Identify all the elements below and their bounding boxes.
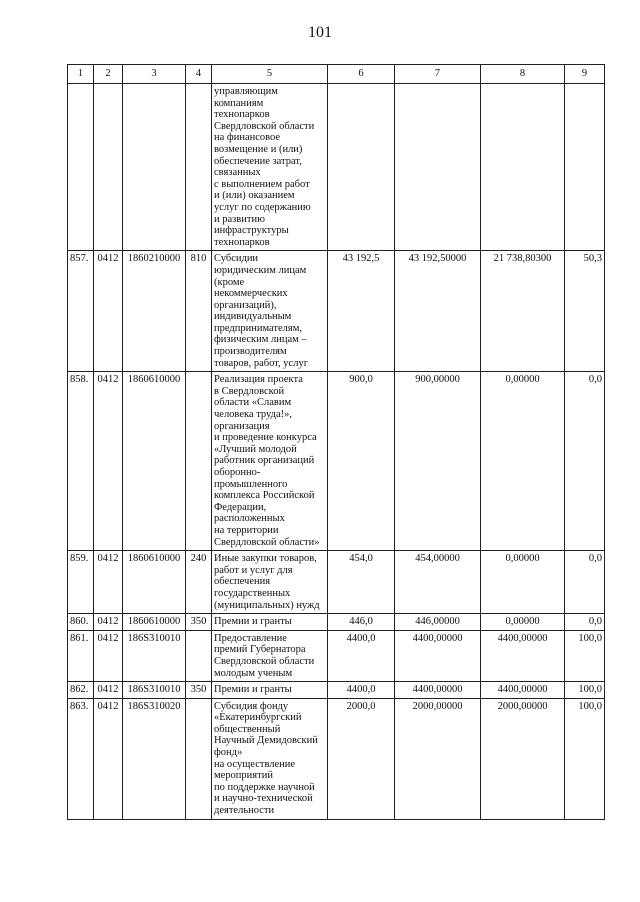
section-code: 0412 bbox=[94, 551, 123, 614]
planned-value: 2000,00000 bbox=[395, 698, 481, 819]
target-code: 186S310010 bbox=[123, 682, 186, 699]
header-row bbox=[68, 65, 605, 84]
executed-value: 2000,00000 bbox=[481, 698, 565, 819]
item-name: Субсидия фонду «Екатеринбургский общественный Научный Демидовский фонд» на осуществление мероприятий по поддержке научной и научно-технической деятельности bbox=[212, 698, 328, 819]
table-row bbox=[68, 698, 605, 819]
section-code: 0412 bbox=[94, 682, 123, 699]
section-code: 0412 bbox=[94, 372, 123, 551]
executed-value: 4400,00000 bbox=[481, 630, 565, 681]
column-header: 4 bbox=[186, 65, 212, 84]
expense-type-code bbox=[186, 630, 212, 681]
row-number: 862. bbox=[68, 682, 94, 699]
percent-value: 100,0 bbox=[565, 698, 605, 819]
target-code: 1860610000 bbox=[123, 372, 186, 551]
executed-value: 21 738,80300 bbox=[481, 251, 565, 372]
target-code: 186S310020 bbox=[123, 698, 186, 819]
planned-value: 900,00000 bbox=[395, 372, 481, 551]
table-row bbox=[68, 551, 605, 614]
item-name: Иные закупки товаров, работ и услуг для обеспечения государственных (муниципальных) нужд bbox=[212, 551, 328, 614]
executed-value: 4400,00000 bbox=[481, 682, 565, 699]
plan-value: 454,0 bbox=[328, 551, 395, 614]
planned-value bbox=[395, 84, 481, 251]
column-header: 3 bbox=[123, 65, 186, 84]
column-header: 9 bbox=[565, 65, 605, 84]
column-header: 1 bbox=[68, 65, 94, 84]
row-number: 857. bbox=[68, 251, 94, 372]
plan-value: 43 192,5 bbox=[328, 251, 395, 372]
plan-value: 446,0 bbox=[328, 614, 395, 631]
row-number: 858. bbox=[68, 372, 94, 551]
percent-value: 0,0 bbox=[565, 372, 605, 551]
item-name: Предоставление премий Губернатора Свердловской области молодым ученым bbox=[212, 630, 328, 681]
row-number: 861. bbox=[68, 630, 94, 681]
table-row bbox=[68, 84, 605, 251]
target-code: 186S310010 bbox=[123, 630, 186, 681]
column-header: 8 bbox=[481, 65, 565, 84]
percent-value: 100,0 bbox=[565, 682, 605, 699]
percent-value: 0,0 bbox=[565, 614, 605, 631]
item-name: Премии и гранты bbox=[212, 682, 328, 699]
item-name: Субсидии юридическим лицам (кроме некоммерческих организаций), индивидуальным предпринимателям, физическим лицам – производителям товаров, работ, услуг bbox=[212, 251, 328, 372]
target-code: 1860610000 bbox=[123, 614, 186, 631]
target-code bbox=[123, 84, 186, 251]
expense-type-code bbox=[186, 84, 212, 251]
section-code: 0412 bbox=[94, 251, 123, 372]
row-number: 860. bbox=[68, 614, 94, 631]
table-row bbox=[68, 682, 605, 699]
table-row bbox=[68, 251, 605, 372]
page-number: 101 bbox=[308, 24, 332, 41]
expense-type-code: 810 bbox=[186, 251, 212, 372]
expense-type-code bbox=[186, 698, 212, 819]
section-code: 0412 bbox=[94, 630, 123, 681]
percent-value bbox=[565, 84, 605, 251]
expense-type-code: 350 bbox=[186, 682, 212, 699]
plan-value: 2000,0 bbox=[328, 698, 395, 819]
section-code: 0412 bbox=[94, 698, 123, 819]
plan-value: 4400,0 bbox=[328, 630, 395, 681]
row-number: 859. bbox=[68, 551, 94, 614]
executed-value bbox=[481, 84, 565, 251]
section-code bbox=[94, 84, 123, 251]
plan-value: 4400,0 bbox=[328, 682, 395, 699]
expense-type-code: 350 bbox=[186, 614, 212, 631]
item-name: Реализация проекта в Свердловской области «Славим человека труда!», организация и проведение конкурса «Лучший молодой работник организаций оборонно- промышленного комплекса Российской Федерации, расположенных на территории Свердловской области» bbox=[212, 372, 328, 551]
table-row bbox=[68, 614, 605, 631]
column-header: 5 bbox=[212, 65, 328, 84]
item-name: управляющим компаниям технопарков Свердловской области на финансовое возмещение и (или) обеспечение затрат, связанных с выполнением работ и (или) оказанием услуг по содержанию и развитию инфраструктуры технопарков bbox=[212, 84, 328, 251]
item-name: Премии и гранты bbox=[212, 614, 328, 631]
column-header: 7 bbox=[395, 65, 481, 84]
planned-value: 446,00000 bbox=[395, 614, 481, 631]
table-row bbox=[68, 630, 605, 681]
target-code: 1860610000 bbox=[123, 551, 186, 614]
executed-value: 0,00000 bbox=[481, 614, 565, 631]
expense-type-code: 240 bbox=[186, 551, 212, 614]
executed-value: 0,00000 bbox=[481, 551, 565, 614]
planned-value: 43 192,50000 bbox=[395, 251, 481, 372]
percent-value: 0,0 bbox=[565, 551, 605, 614]
planned-value: 4400,00000 bbox=[395, 682, 481, 699]
expense-type-code bbox=[186, 372, 212, 551]
target-code: 1860210000 bbox=[123, 251, 186, 372]
column-header: 2 bbox=[94, 65, 123, 84]
percent-value: 100,0 bbox=[565, 630, 605, 681]
row-number: 863. bbox=[68, 698, 94, 819]
planned-value: 4400,00000 bbox=[395, 630, 481, 681]
column-header: 6 bbox=[328, 65, 395, 84]
budget-table bbox=[67, 64, 605, 820]
section-code: 0412 bbox=[94, 614, 123, 631]
executed-value: 0,00000 bbox=[481, 372, 565, 551]
table-row bbox=[68, 372, 605, 551]
percent-value: 50,3 bbox=[565, 251, 605, 372]
plan-value bbox=[328, 84, 395, 251]
row-number bbox=[68, 84, 94, 251]
plan-value: 900,0 bbox=[328, 372, 395, 551]
planned-value: 454,00000 bbox=[395, 551, 481, 614]
